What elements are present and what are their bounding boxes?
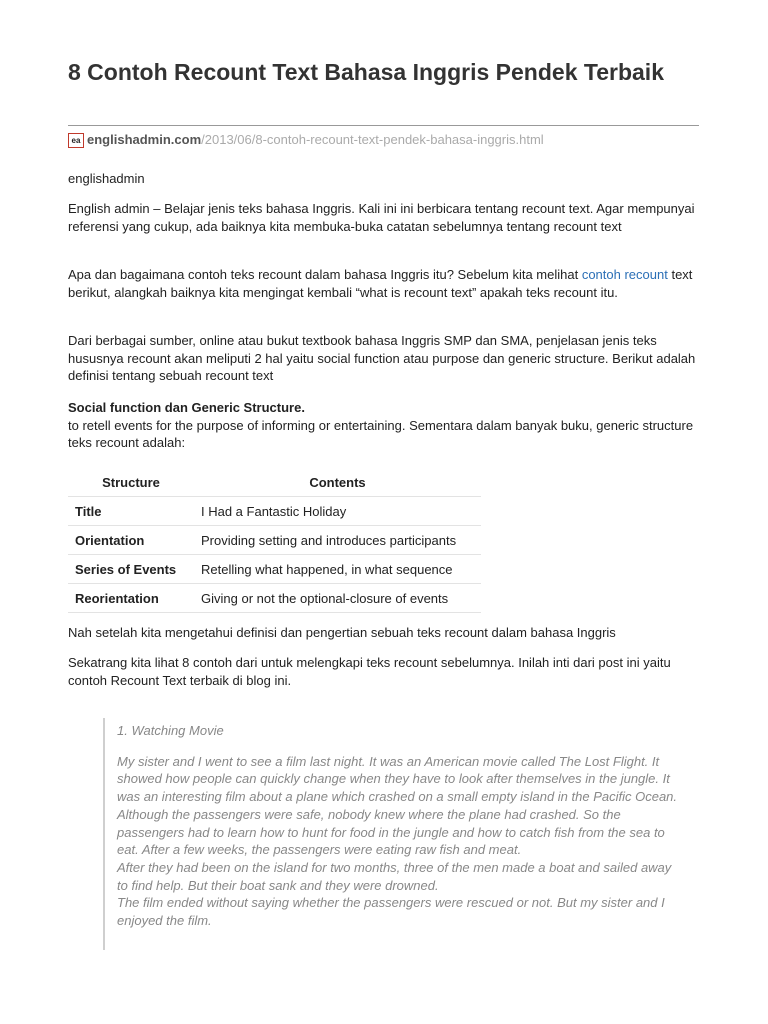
table-row [68, 555, 481, 584]
site-logo-icon: ea [68, 133, 84, 148]
structure-cell: Series of Events [68, 555, 194, 584]
contoh-recount-link[interactable]: contoh recount [581, 267, 668, 282]
example-title: 1. Watching Movie [117, 723, 224, 738]
structure-cell: Title [68, 497, 194, 526]
contents-cell: Providing setting and introduces participants [194, 526, 481, 555]
source-path: /2013/06/8-contoh-recount-text-pendek-bahasa-inggris.html [201, 132, 544, 147]
example-body [117, 753, 677, 930]
page-title: 8 Contoh Recount Text Bahasa Inggris Pendek Terbaik [68, 59, 664, 85]
table-row [68, 584, 481, 613]
structure-cell: Reorientation [68, 584, 194, 613]
table-row [68, 497, 481, 526]
example-line: The film ended without saying whether the passengers were rescued or not. But my sister and I enjoyed the film. [117, 895, 665, 929]
column-header-structure: Structure [102, 474, 160, 490]
contents-cell: Retelling what happened, in what sequence [194, 555, 481, 584]
intro-paragraph: English admin – Belajar jenis teks bahasa Inggris. Kali ini ini berbicara tentang recount text. Agar mempunyai referensi yang cukup, ada baiknya kita membuka-buka catatan sebelumnya tentang recount text [68, 201, 695, 234]
source-line [68, 131, 544, 149]
contents-cell: Giving or not the optional-closure of events [194, 584, 481, 613]
section-text: to retell events for the purpose of informing or entertaining. Sementara dalam banyak buku, generic structure teks recount adalah: [68, 417, 694, 450]
paragraph-text: text berikut, alangkah baiknya kita mengingat kembali “what is recount text” apakah teks recount itu. [68, 267, 693, 300]
example-line: My sister and I went to see a film last night. It was an American movie called The Lost Flight. It showed how people can quickly change when they have to look after themselves in the jungle. It was an interesting film about a plane which crashed on a small empty island in the Pacific Ocean. [117, 753, 678, 805]
title-divider [68, 125, 699, 126]
examples-intro-paragraph: Sekatrang kita lihat 8 contoh dari untuk melengkapi teks recount sebelumnya. Inilah inti dari post ini yaitu contoh Recount Text terbaik di blog ini. [68, 655, 671, 688]
author-name: englishadmin [68, 171, 145, 186]
source-domain-link[interactable]: englishadmin.com [87, 132, 202, 147]
definition-summary-paragraph: Nah setelah kita mengetahui definisi dan pengertian sebuah teks recount dalam bahasa Inggris [68, 625, 616, 640]
example-line: Although the passengers were safe, nobody knew where the plane had crashed. So the passengers had to learn how to hunt for food in the jungle and how to catch fish from the sea to eat. After a few weeks, the passengers were eating raw fish and meat. [117, 806, 665, 858]
generic-structure-table [68, 468, 481, 613]
recount-definition-paragraph [68, 266, 702, 301]
section-heading: Social function dan Generic Structure. [68, 400, 305, 415]
example-line: After they had been on the island for two months, three of the men made a boat and sailed away to find help. But their boat sank and they were drowned. [117, 859, 672, 893]
table-header-row [68, 468, 481, 497]
table-row [68, 526, 481, 555]
column-header-contents: Contents [309, 474, 366, 490]
paragraph-text: Apa dan bagaimana contoh teks recount dalam bahasa Inggris itu? Sebelum kita melihat [68, 267, 582, 282]
section-paragraph [68, 399, 702, 452]
example-blockquote [103, 718, 677, 950]
sources-paragraph: Dari berbagai sumber, online atau bukut textbook bahasa Inggris SMP dan SMA, penjelasan jenis teks hususnya recount akan meliputi 2 hal yaitu social function atau purpose dan generic structure. Berikut adalah definisi tentang sebuah recount text [68, 333, 696, 383]
contents-cell: I Had a Fantastic Holiday [194, 497, 481, 526]
structure-cell: Orientation [68, 526, 194, 555]
